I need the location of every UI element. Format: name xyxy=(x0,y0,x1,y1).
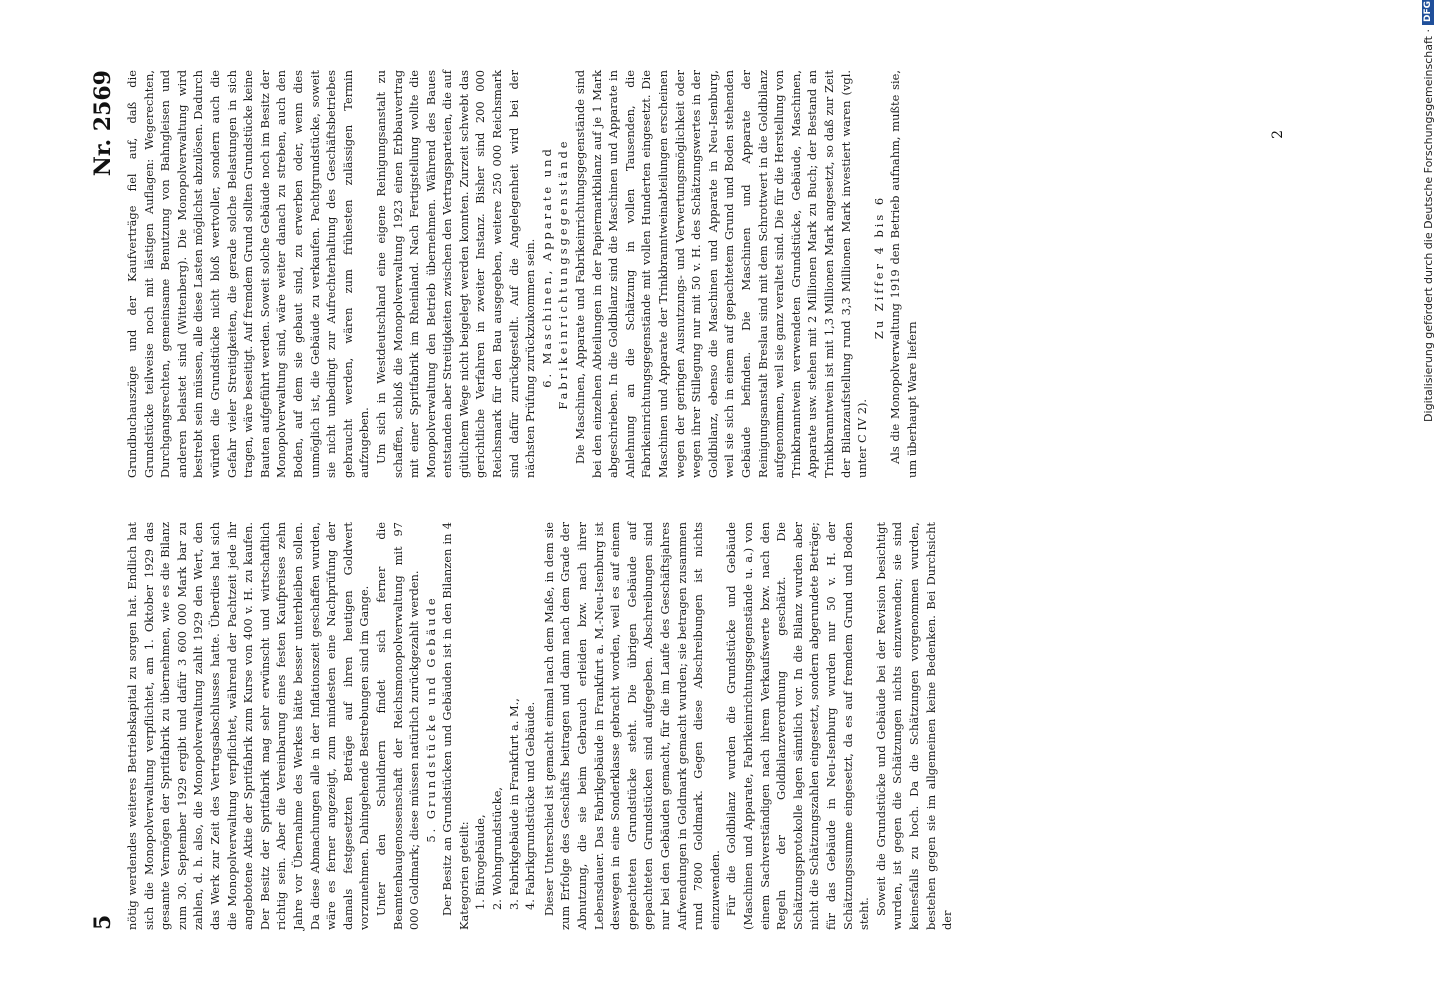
paragraph: nötig werdendes weiteres Betriebskapital zu sorgen hat. Endlich hat sich die Monopolverwaltung verpflichtet, am 1. Oktober 1929 das gesamte Vermögen der Spritfabrik zu übernehmen, wie es die Bilanz zum 30. September 1929 ergibt und dafür 3 600 000 Mark bar zu zahlen, d. h. also, die Monopolverwaltung zahlt 1929 den Wert, den das Werk zur Zeit des Vertragsabschlusses hatte. Überdies hat sich die Monopolverwaltung verpflichtet, während der Pachtzeit jede ihr angebotene Aktie der Spritfabrik zum Kurse von 400 v. H. zu kaufen. Der Besitz der Spritfabrik mag sehr erwünscht und wirtschaftlich richtig sein. Aber die Vereinbarung eines festen Kaufpreises zehn Jahre vor Übernahme des Werkes hätte besser unterbleiben sollen. Da diese Abmachungen alle in der Inflationszeit geschaffen wurden, wäre es ferner angezeigt, zum mindesten eine Nachprüfung der damals festgesetzten Beträge auf ihren heutigen Goldwert vorzunehmen. Dahingehende Bestrebungen sind im Gange. xyxy=(125,522,372,930)
section-heading: Zu Ziffer 4 bis 6 xyxy=(871,194,886,340)
paragraph: Unter den Schuldnern findet sich ferner die Beamtenbaugenossenschaft der Reichsmonopolverwaltung mit 97 000 Goldmark; diese müssen natürlich zurückgezahlt werden. xyxy=(373,522,422,930)
list-item: 1. Bürogebäude, xyxy=(473,814,488,910)
signature-mark: 2 xyxy=(1270,130,1286,139)
paragraph: Die Maschinen, Apparate und Fabrikeinrichtungsgegenstände sind bei den einzelnen Abteilungen in der Papiermarkbilanz auf je 1 Mark abgeschrieben. In die Goldbilanz sind die Maschinen und Apparate in Anlehnung an die Schätzung in vollen Tausenden, die Fabrikeinrichtungsgegenstände mit vollen Hunderten eingesetzt. Die Maschinen und Apparate der Trinkbranntweinabteilungen erscheinen wegen der geringen Ausnutzungs- und Verwertungsmöglichkeit oder wegen ihrer Stillegung nur mit 50 v. H. des Schätzungswertes in der Goldbilanz, ebenso die Maschinen und Apparate in Neu-Isenburg, weil sie sich in einem auf gepachtetem Grund und Boden stehenden Gebäude befinden. Die Maschinen und Apparate der Reinigungsanstalt Breslau sind mit dem Schrottwert in die Goldbilanz aufgenommen, weil sie ganz veraltet sind. Die für die Herstellung von Trinkbranntwein verwendeten Grundstücke, Gebäude, Maschinen, Apparate usw. stehen mit 2 Millionen Mark zu Buch; der Bestand an Trinkbranntwein ist mit 1,3 Millionen Mark angesetzt, so daß zur Zeit der Bilanzaufstellung rund 3,3 Millionen Mark investiert waren (vgl. unter C IV 2). xyxy=(573,70,870,478)
document-number: Nr. 2569 xyxy=(90,70,116,177)
paragraph: Um sich in Westdeutschland eine eigene Reinigungsanstalt zu schaffen, schloß die Monopolverwaltung 1923 einen Erbbauvertrag mit einer Spritfabrik im Rheinland. Nach Fertigstellung wollte die Monopolverwaltung den Betrieb übernehmen. Während des Baues entstanden aber Streitigkeiten zwischen den Vertragsparteien, die auf gütlichem Wege nicht beigelegt werden konnten. Zurzeit schwebt das gerichtliche Verfahren in zweiter Instanz. Bisher sind 200 000 Reichsmark für den Bau ausgegeben, weitere 250 000 Reichsmark sind dafür zurückgestellt. Auf die Angelegenheit wird bei der nächsten Prüfung zurückzukommen sein. xyxy=(373,70,538,478)
rotated-page-content xyxy=(90,70,1310,930)
right-column xyxy=(124,70,956,478)
category-list xyxy=(472,522,538,910)
section-heading: 5. Grundstücke und Gebäude xyxy=(423,595,438,843)
page-header xyxy=(90,70,120,930)
list-item: 3. Fabrikgebäude in Frankfurt a. M., xyxy=(506,698,521,910)
paragraph: Soweit die Grundstücke und Gebäude bei der Revision besichtigt wurden, ist gegen die Schätzungen nichts einzuwenden; sie sind keinesfalls zu hoch. Da die Schätzungen vorgenommen wurden, bestehen gegen sie im allgemeinen keine Bedenken. Bei Durchsicht der xyxy=(873,522,955,930)
paragraph: Der Besitz an Grundstücken und Gebäuden ist in den Bilanzen in 4 Kategorien geteilt: xyxy=(440,522,471,930)
paragraph: Dieser Unterschied ist gemacht einmal nach dem Maße, in dem sie zum Erfolge des Geschäfts beitragen und dann nach dem Grade der Abnutzung, die sie beim Gebrauch erleiden bzw. nach ihrer Lebensdauer. Das Fabrikgebäude in Frankfurt a. M.-Neu-Isenburg ist deswegen in eine Sonderklasse gebracht worden, weil es auf einem gepachteten Grundstücke steht. Die übrigen Gebäude auf gepachteten Grundstücken sind aufgegeben. Abschreibungen sind nur bei den Gebäuden gemacht, für die im Laufe des Geschäftsjahres Aufwendungen in Goldmark gemacht wurden; sie betragen zusammen rund 7800 Goldmark. Gegen diese Abschreibungen ist nichts einzuwenden. xyxy=(541,522,722,930)
list-item: 4. Fabrikgrundstücke und Gebäude. xyxy=(523,701,538,910)
paragraph: Als die Monopolverwaltung 1919 den Betrieb aufnahm, mußte sie, um überhaupt Ware liefern xyxy=(888,70,919,478)
paragraph: Für die Goldbilanz wurden die Grundstücke und Gebäude (Maschinen und Apparate, Fabrikeinrichtungsgegenstände u. a.) von einem Sachverständigen nach ihrem Verkaufswerte bzw. nach den Regeln der Goldbilanzverordnung geschätzt. Die Schätzungsprotokolle lagen sämtlich vor. In die Bilanz wurden aber nicht die Schätzungszahlen eingesetzt, sondern abgerundete Beträge; für das Gebäude in Neu-Isenburg wurden nur 50 v. H. der Schätzungssumme eingesetzt, da es auf fremdem Grund und Boden steht. xyxy=(724,522,872,930)
dfg-logo: DFG xyxy=(1422,0,1434,25)
list-item: 2. Wohngrundstücke, xyxy=(490,786,505,910)
left-column xyxy=(124,522,956,930)
paragraph: Grundbuchauszüge und der Kaufverträge fiel auf, daß die Grundstücke teilweise noch mit lästigen Auflagen: Wegerechten, Durchgangsrechten, gemeinsame Benutzung von Bahngleisen und anderen belastet sind (Wittenberg). Die Monopolverwaltung wird bestrebt sein müssen, alle diese Lasten möglichst abzulösen. Dadurch würden die Grundstücke nicht bloß wertvoller, sondern auch die Gefahr vieler Streitigkeiten, die gerade solche Belastungen in sich tragen, wäre beseitigt. Auf fremdem Grund sollten Grundstücke keine Bauten aufgeführt werden. Soweit solche Gebäude noch im Besitz der Monopolverwaltung sind, wäre weiter danach zu streben, auch den Boden, auf dem sie gebaut sind, zu erwerben oder, wenn dies unmöglich ist, die Gebäude zu verkaufen. Pachtgrundstücke, soweit sie nicht unbedingt zur Aufrechterhaltung des Geschäftsbetriebes gebraucht werden, wären zum frühesten zulässigen Termin aufzugeben. xyxy=(125,70,372,478)
page-number: 5 xyxy=(90,914,116,930)
section-heading: 6. Maschinen, Apparate und Fabrikeinrichtungsgegenstände xyxy=(539,138,571,410)
digitisation-credit: Digitalisierung gefördert durch die Deutsche Forschungsgemeinschaft · xyxy=(1421,29,1434,422)
digitisation-note xyxy=(1414,1,1434,998)
text-columns xyxy=(124,70,956,930)
